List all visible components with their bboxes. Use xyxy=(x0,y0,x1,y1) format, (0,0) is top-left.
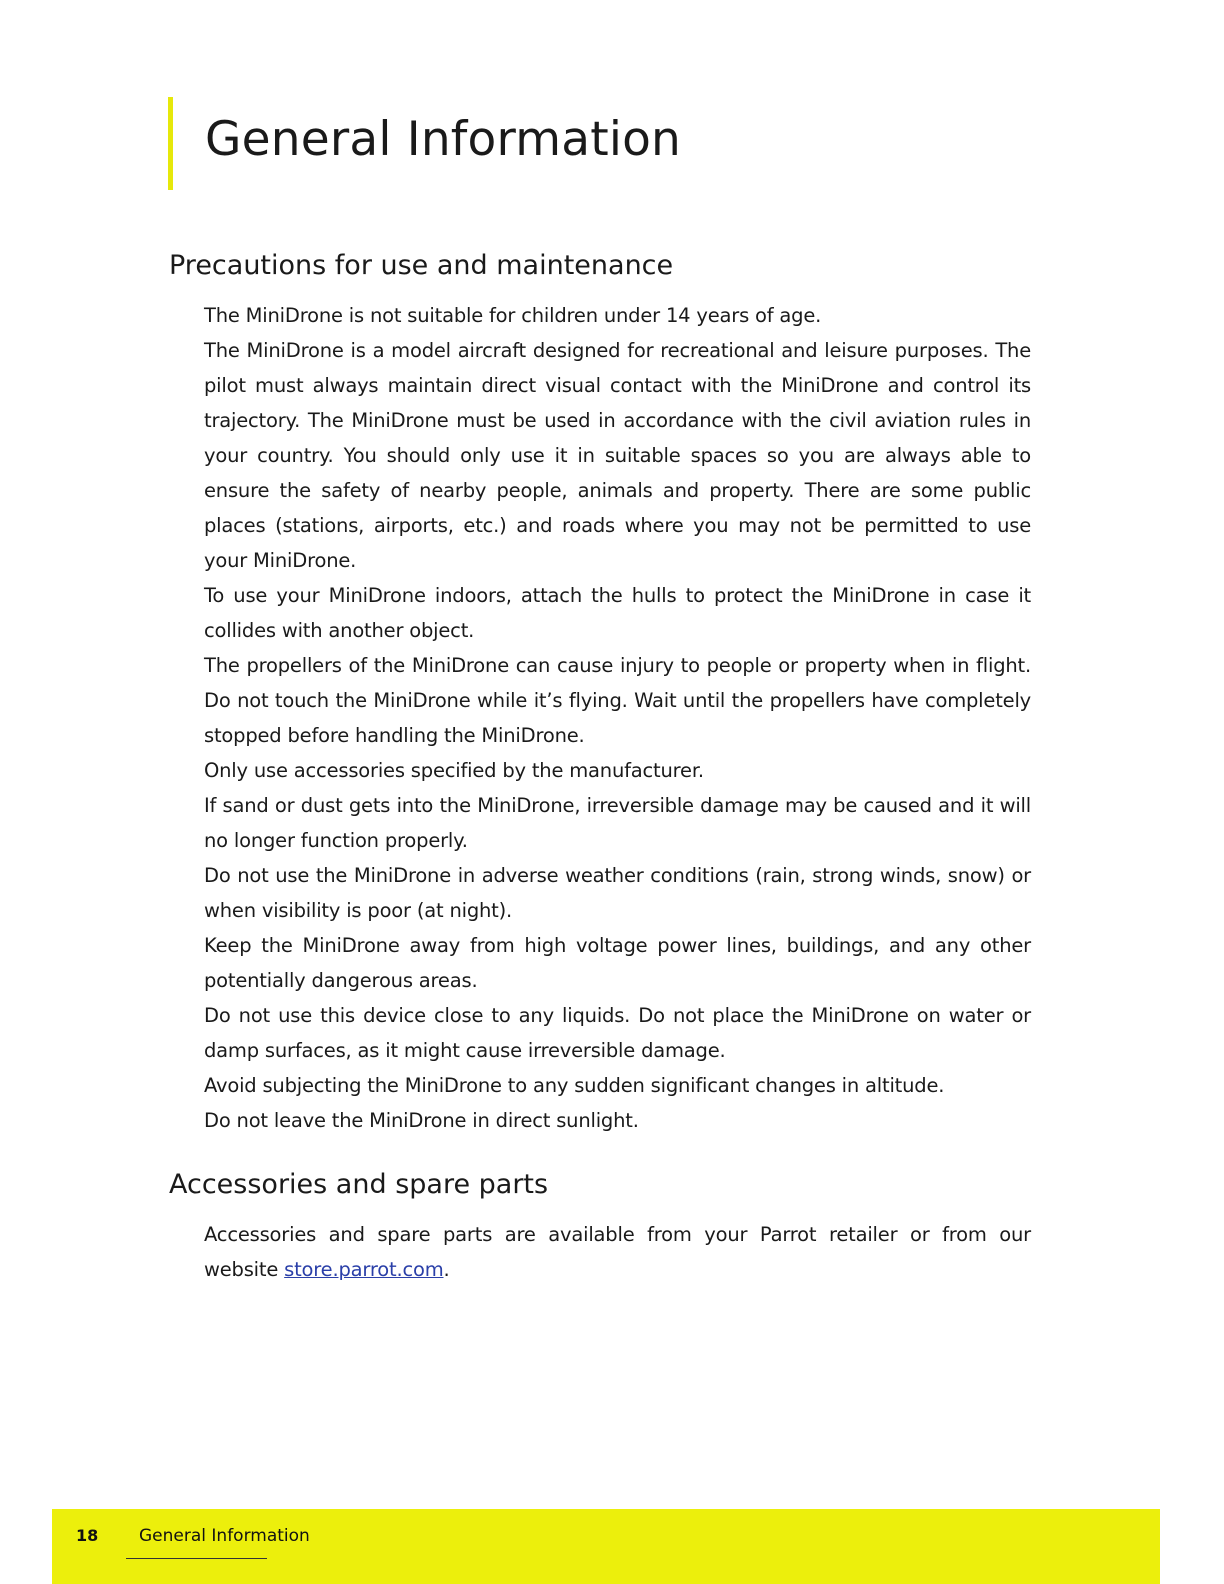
accessories-text-block xyxy=(204,1217,1031,1287)
page-title: General Information xyxy=(205,112,682,167)
page-number: 18 xyxy=(76,1526,99,1545)
paragraph: Avoid subjecting the MiniDrone to any sudden significant changes in altitude. xyxy=(204,1074,945,1097)
paragraph: Only use accessories specified by the manufacturer. xyxy=(204,759,704,782)
paragraph: To use your MiniDrone indoors, attach the hulls to protect the MiniDrone in case it collides with another object. xyxy=(204,584,1031,642)
paragraph: The propellers of the MiniDrone can cause injury to people or property when in flight. Do not touch the MiniDrone while it’s flying. Wait until the propellers have completely stopped before handling the MiniDrone. xyxy=(204,654,1031,747)
paragraph xyxy=(204,1217,1031,1287)
accessories-text: Accessories and spare parts are available from your Parrot retailer or from our website xyxy=(204,1223,1031,1281)
store-link[interactable]: store.parrot.com xyxy=(284,1258,444,1281)
paragraph: If sand or dust gets into the MiniDrone, irreversible damage may be caused and it will no longer function properly. xyxy=(204,794,1031,852)
accessories-text-end: . xyxy=(443,1258,450,1281)
paragraph: Do not use the MiniDrone in adverse weather conditions (rain, strong winds, snow) or when visibility is poor (at night). xyxy=(204,864,1031,922)
footer-section-title: General Information xyxy=(139,1526,310,1546)
page-footer xyxy=(52,1509,1160,1584)
paragraph: The MiniDrone is not suitable for children under 14 years of age. xyxy=(204,304,822,327)
paragraph: Do not leave the MiniDrone in direct sunlight. xyxy=(204,1109,639,1132)
paragraph: The MiniDrone is a model aircraft designed for recreational and leisure purposes. The pilot must always maintain direct visual contact with the MiniDrone and control its trajectory. The MiniDrone must be used in accordance with the civil aviation rules in your country. You should only use it in suitable spaces so you are always able to ensure the safety of nearby people, animals and property. There are some public places (stations, airports, etc.) and roads where you may not be permitted to use your MiniDrone. xyxy=(204,339,1031,572)
paragraph: Do not use this device close to any liquids. Do not place the MiniDrone on water or damp surfaces, as it might cause irreversible damage. xyxy=(204,1004,1031,1062)
footer-underline xyxy=(126,1558,267,1559)
section-heading-accessories: Accessories and spare parts xyxy=(169,1169,549,1200)
precautions-text-block xyxy=(204,298,1031,1138)
section-heading-precautions: Precautions for use and maintenance xyxy=(169,250,674,281)
title-accent-bar xyxy=(168,97,173,190)
paragraph: Keep the MiniDrone away from high voltage power lines, buildings, and any other potentially dangerous areas. xyxy=(204,934,1031,992)
